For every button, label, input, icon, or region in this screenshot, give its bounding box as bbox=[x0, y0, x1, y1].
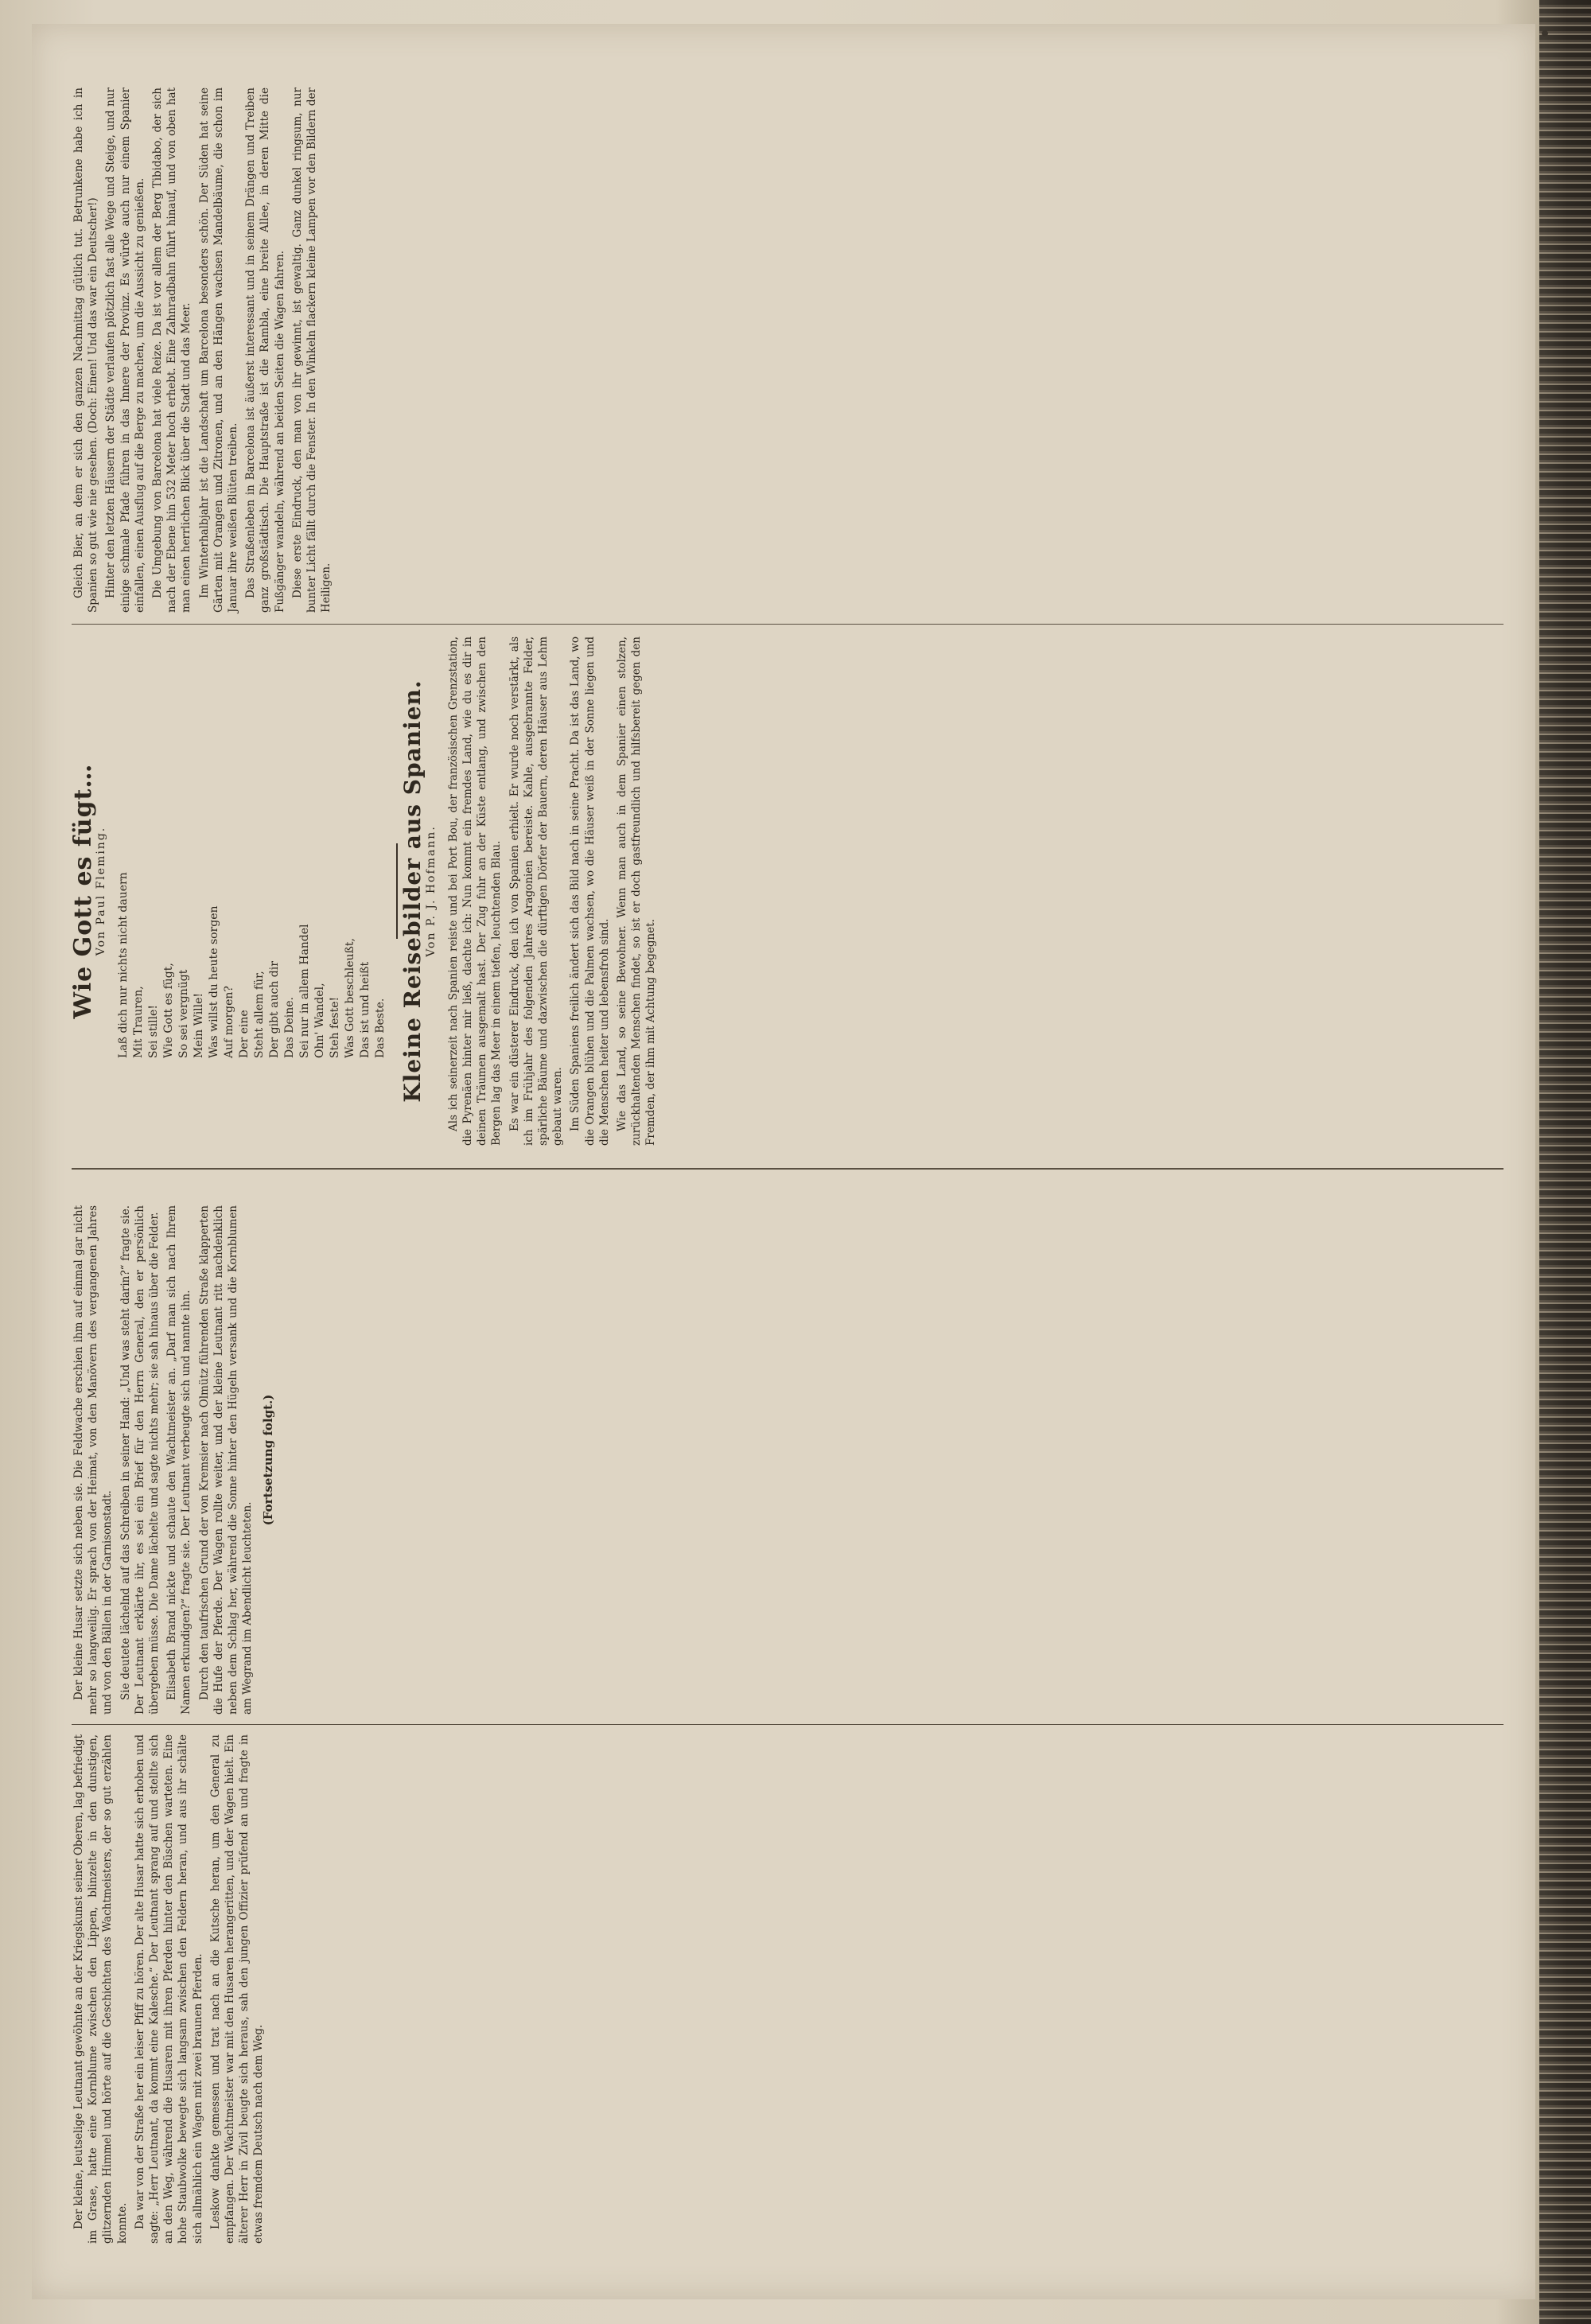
poem-line: Mit Trauren, bbox=[132, 986, 146, 1058]
poem-line: Auf morgen? bbox=[223, 986, 236, 1058]
poem-line: Steh feste! bbox=[329, 996, 342, 1058]
rotated-newspaper-content bbox=[40, 32, 1535, 2291]
paragraph: Hinter den letzten Häusern der Städte verlaufen plötzlich fast alle Wege und Steige, und nur einige schmale Pfade führen in das Innere der Provinz. Es würde auch nur einem Spanier einfallen, einen Ausflug auf die Berge zu machen, um die Aussicht zu genießen. bbox=[104, 88, 146, 613]
poem-line: Steht allem für, bbox=[253, 971, 266, 1058]
paragraph: Elisabeth Brand nickte und schaute den Wachtmeister an. „Darf man sich nach Ihrem Namen erkundigen?“ fragte sie. Der Leutnant verbeugte sich und nannte ihn. bbox=[165, 1205, 193, 1715]
paragraph: Wie das Land, so seine Bewohner. Wenn man auch in dem Spanier einen stolzen, zurückhaltenden Menschen findet, so ist er doch gastfreundlich und hilfsbereit gegen den Fremden, der ihm mit Achtung begegnet. bbox=[616, 636, 658, 1146]
paragraph: Sie deutete lächelnd auf das Schreiben in seiner Hand: „Und was steht darin?“ fragte sie. Der Leutnant erklärte ihr, es sei ein Brief für den Herrn General, den er persönlich übergeben müsse. Die Dame lächelte und sagte nichts mehr; sie sah hinaus über die Felder. bbox=[119, 1205, 161, 1715]
paragraph: Der kleine, leutselige Leutnant gewöhnte an der Kriegskunst seiner Oberen, lag befriedigt im Grase, hatte eine Kornblume zwischen den Lippen, blinzelte in den dunstigen, glitzernden Himmel und hörte auf die Geschichten des Wachtmeisters, der so gut erzählen konnte. bbox=[72, 1734, 129, 2244]
neighbor-page-edge bbox=[1539, 0, 1591, 2324]
poem-line: Ohn' Wandel, bbox=[313, 983, 327, 1058]
article-title: Kleine Reisebilder aus Spanien. bbox=[399, 679, 426, 1103]
paragraph: Der kleine Husar setzte sich neben sie. Die Feldwache erschien ihm auf einmal gar nicht mehr so langweilig. Er sprach von der Heimat, von den Manövern des vergangenen Jahres und von den Bällen in der Garnisonstadt. bbox=[72, 1205, 115, 1715]
poem-body bbox=[116, 636, 388, 1058]
poem-line: Der eine bbox=[238, 1010, 251, 1058]
paragraph: Da war von der Straße her ein leiser Pfiff zu hören. Der alte Husar hatte sich erhoben und sagte: „Herr Leutnant, da kommt eine Kalesche.“ Der Leutnant sprang auf und stellte sich an den Weg, während die Husaren mit ihren Pferden hinter den Büschen warteten. Eine hohe Staubwolke bewegte sich langsam zwischen den Feldern heran, und aus ihr schälte sich allmählich ein Wagen mit zwei braunen Pferden. bbox=[133, 1734, 204, 2244]
story-column-3 bbox=[69, 636, 662, 1146]
paragraph: Die Umgebung von Barcelona hat viele Reize. Da ist vor allem der Berg Tibidabo, der sich nach der Ebene hin 532 Meter hoch erhebt. Eine Zahnradbahn führt hinauf, und von oben hat man einen herrlichen Blick über die Stadt und das Meer. bbox=[151, 88, 193, 613]
poem-line: Was Gott beschleußt, bbox=[344, 938, 357, 1058]
poem-line: Sei stille! bbox=[147, 1005, 161, 1058]
poem-line: Das Deine. bbox=[283, 997, 297, 1058]
paragraph: Im Winterhalbjahr ist die Landschaft um Barcelona besonders schön. Der Süden hat seine Gärten mit Orangen und Zitronen, und an den Hängen wachsen Mandelbäume, die schon im Januar ihre weißen Blüten treiben. bbox=[197, 88, 240, 613]
poem-line: So sei vergnügt bbox=[177, 969, 191, 1058]
poem-title: Wie Gott es fügt… bbox=[69, 763, 97, 1019]
poem-line: Der gibt auch dir bbox=[268, 961, 282, 1058]
story-column-4 bbox=[72, 88, 336, 613]
poem-line: Laß dich nur nichts nicht dauern bbox=[117, 872, 130, 1058]
article-author: Von P. J. Hofmann. bbox=[424, 825, 438, 957]
paragraph: Leskow dankte gemessen und trat nach an die Kutsche heran, um den General zu empfangen. Der Wachtmeister war mit den Husaren herangeritten, und der Wagen hielt. Ein älterer Herr in Zivil beugte sich heraus, sah den jungen Offizier prüfend an und fragte in etwas fremdem Deutsch nach dem Weg. bbox=[208, 1734, 266, 2244]
poem-line: Sei nur in allem Handel bbox=[298, 924, 312, 1058]
ink-spot bbox=[1542, 30, 1548, 37]
poem-author: Von Paul Fleming. bbox=[95, 826, 108, 956]
column-divider bbox=[72, 1724, 1503, 1725]
poem-line: Mein Wille! bbox=[193, 992, 206, 1058]
poem-line: Wie Gott es fügt, bbox=[162, 963, 176, 1058]
paragraph: Diese erste Eindruck, den man von ihr gewinnt, ist gewaltig. Ganz dunkel ringsum, nur bunter Licht fällt durch die Fenster. In den Winkeln flackern kleine Lampen vor den Bildern der Heiligen. bbox=[290, 88, 333, 613]
column-divider bbox=[72, 624, 1503, 625]
paragraph: Es war ein düsterer Eindruck, den ich von Spanien erhielt. Er wurde noch verstärkt, als ich im Frühjahr des folgenden Jahres Aragonien bereiste. Kahle, ausgebrannte Felder, spärliche Bäume und dazwischen die dürftigen Dörfer der Bauern, deren Häuser aus Lehm gebaut waren. bbox=[508, 636, 565, 1146]
paragraph: Als ich seinerzeit nach Spanien reiste und bei Port Bou, der französischen Grenzstation, die Pyrenäen hinter mir ließ, dachte ich: Nun kommt ein fremdes Land, wie du es dir in deinen Träumen ausgemalt hast. Der Zug fuhr an der Küste entlang, und zwischen den Bergen lag das Meer in einem tiefen, leuchtenden Blau. bbox=[446, 636, 504, 1146]
paragraph: Durch den taufrischen Grund der von Kremsier nach Olmütz führenden Straße klapperten die Hufe der Pferde. Der Wagen rollte weiter, und der kleine Leutnant ritt nachdenklich neben dem Schlag her, während die Sonne hinter den Hügeln versank und die Kornblumen am Wegrand im Abendlicht leuchteten. bbox=[197, 1205, 255, 1715]
paragraph: Im Süden Spaniens freilich ändert sich das Bild nach in seine Pracht. Da ist das Land, wo die Orangen blühen und die Palmen wachsen, wo die Häuser weiß in der Sonne liegen und die Menschen heiter und lebensfroh sind. bbox=[569, 636, 611, 1146]
poem-line: Das Beste. bbox=[374, 998, 387, 1058]
poem-line: Das ist und heißt bbox=[359, 961, 372, 1058]
section-rule bbox=[396, 843, 398, 939]
continuation-note: (Fortsetzung folgt.) bbox=[261, 1394, 276, 1526]
story-column-2 bbox=[72, 1205, 276, 1715]
paragraph: Das Straßenleben in Barcelona ist äußerst interessant und in seinem Drängen und Treiben ganz großstädtisch. Die Hauptstraße ist die Rambla, eine breite Allee, in deren Mitte die Fußgänger wandeln, während an beiden Seiten die Wagen fahren. bbox=[244, 88, 286, 613]
poem-line: Was willst du heute sorgen bbox=[208, 905, 221, 1058]
story-column-1 bbox=[72, 1734, 270, 2244]
section-divider bbox=[72, 1168, 1503, 1170]
paragraph: Gleich Bier, an dem er sich den ganzen Nachmittag gütlich tut. Betrunkene habe ich in Spanien so gut wie nie gesehen. (Doch: Einen! Und das war ein Deutscher!) bbox=[72, 88, 100, 613]
